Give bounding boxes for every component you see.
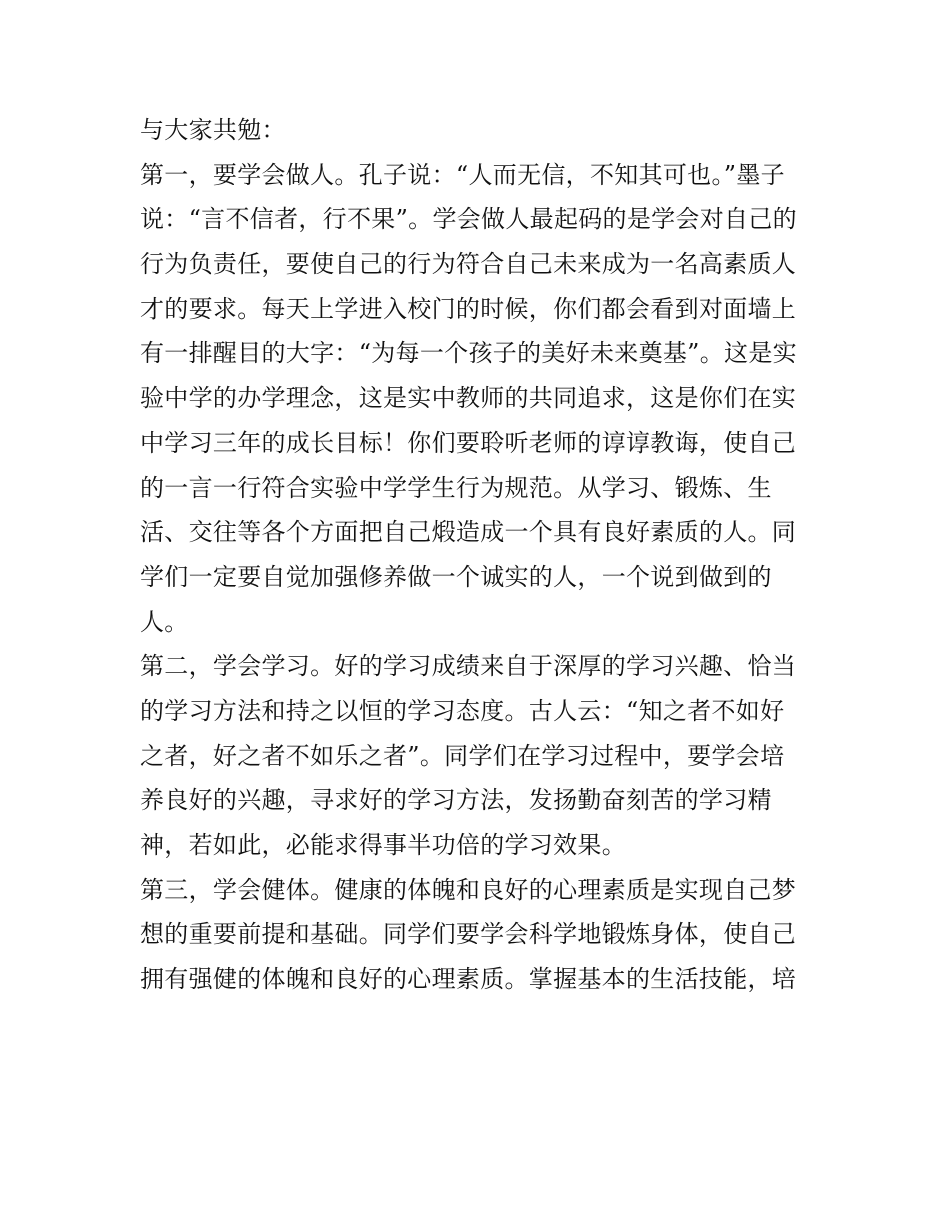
text-line: 与大家共勉：: [140, 116, 286, 144]
text-line: 人。: [140, 607, 189, 636]
text-line: 养良好的兴趣，寻求好的学习方法，发扬勤奋刻苦的学习精: [140, 786, 772, 815]
text-line: 第一，要学会做人。孔子说：“人而无信，不知其可也。”墨子: [140, 160, 785, 189]
text-line: 说：“言不信者，行不果”。学会做人最起码的是学会对自己的: [140, 205, 797, 234]
text-line: 学们一定要自觉加强修养做一个诚实的人，一个说到做到的: [140, 562, 772, 591]
text-line: 活、交往等各个方面把自己煅造成一个具有良好素质的人。同: [140, 518, 797, 547]
text-line: 第三，学会健体。健康的体魄和良好的心理素质是实现自己梦: [140, 875, 797, 904]
text-line: 的一言一行符合实验中学学生行为规范。从学习、锻炼、生: [140, 473, 772, 502]
text-line: 神，若如此，必能求得事半功倍的学习效果。: [140, 831, 626, 859]
document-body: [140, 108, 820, 1002]
text-line: 行为负责任，要使自己的行为符合自己未来成为一名高素质人: [140, 250, 797, 279]
text-line: 验中学的办学理念，这是实中教师的共同追求，这是你们在实: [140, 384, 797, 413]
text-line: 中学习三年的成长目标！你们要聆听老师的谆谆教诲，使自己: [140, 428, 797, 457]
text-line: 有一排醒目的大字：“为每一个孩子的美好未来奠基”。这是实: [140, 339, 797, 368]
text-line: 想的重要前提和基础。同学们要学会科学地锻炼身体，使自己: [140, 920, 797, 949]
text-line: 第二，学会学习。好的学习成绩来自于深厚的学习兴趣、恰当: [140, 652, 797, 681]
text-line: 拥有强健的体魄和良好的心理素质。掌握基本的生活技能，培: [140, 965, 797, 994]
text-line: 才的要求。每天上学进入校门的时候，你们都会看到对面墙上: [140, 294, 797, 323]
text-line: 的学习方法和持之以恒的学习态度。古人云：“知之者不如好: [140, 696, 785, 725]
text-line: 之者，好之者不如乐之者”。同学们在学习过程中，要学会培: [140, 741, 785, 770]
